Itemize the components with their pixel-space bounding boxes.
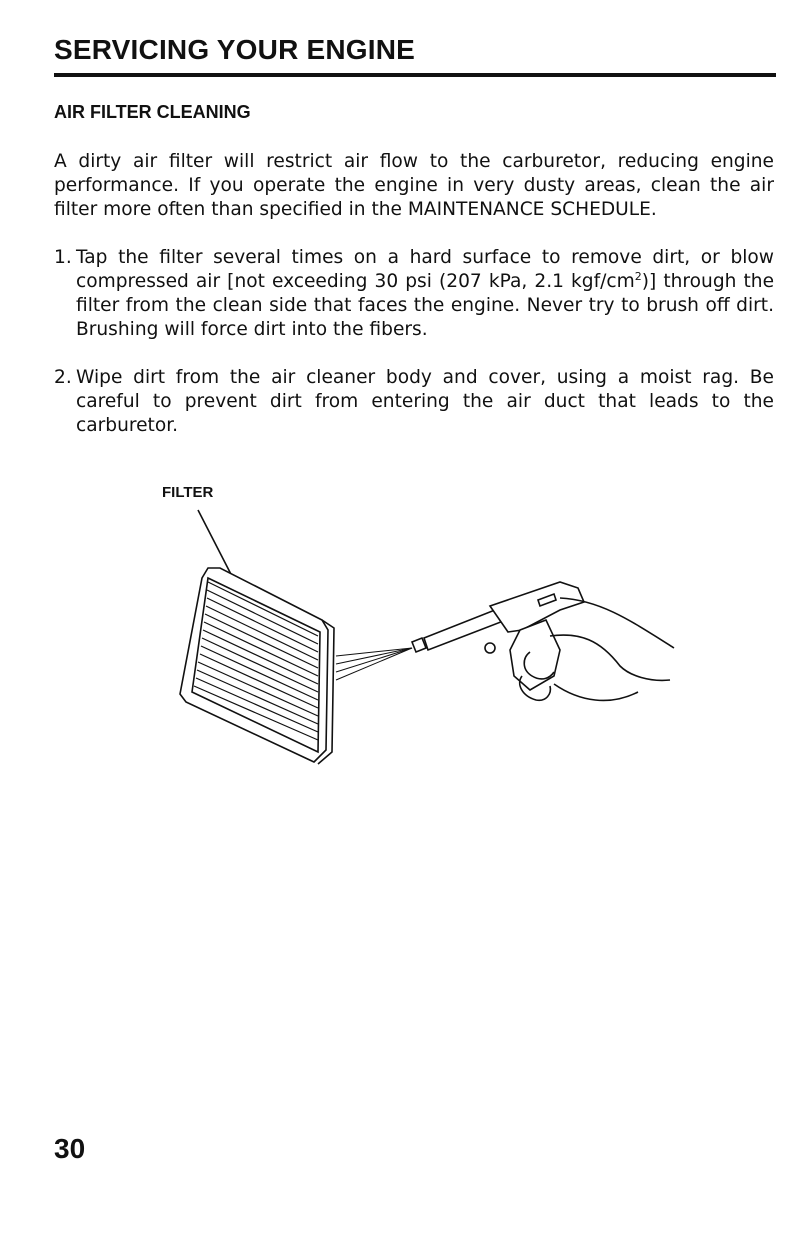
step-text: Wipe dirt from the air cleaner body and cover, using a moist rag. Be careful to prevent dirt from entering the air duct that leads to the carburetor. (76, 367, 774, 436)
intro-paragraph: A dirty air filter will restrict air flow to the carburetor, reducing engine performance. If you operate the engine in very dusty areas, clean the air filter more often than specified in the MAINTENANCE SCHEDULE. (54, 151, 774, 220)
superscript: 2 (634, 269, 642, 283)
step-number: 2. (54, 367, 72, 388)
step-text-part: Tap the filter several times on a hard surface to remove dirt, or blow compressed air [not exceeding 30 psi (207 kPa, 2.1 kgf/cm (76, 247, 774, 292)
air-filter-illustration (150, 480, 690, 800)
step-number: 1. (54, 247, 72, 268)
step-text (76, 246, 774, 342)
filter-element (180, 568, 334, 764)
page-number: 30 (54, 1133, 86, 1164)
page-title: SERVICING YOUR ENGINE (54, 34, 416, 65)
section-heading: AIR FILTER CLEANING (54, 102, 251, 122)
air-spray (336, 648, 412, 680)
step-text-part: )] through the filter from the clean side that faces the engine. Never try to brush off dirt. Brushing will force dirt into the fibers. (76, 271, 775, 340)
step-1 (54, 246, 774, 342)
page-header (54, 30, 776, 77)
title-rule (54, 73, 776, 77)
step-2 (54, 366, 774, 438)
air-filter-drawing (150, 480, 690, 800)
step-list (54, 246, 774, 462)
figure-label: FILTER (162, 484, 214, 501)
